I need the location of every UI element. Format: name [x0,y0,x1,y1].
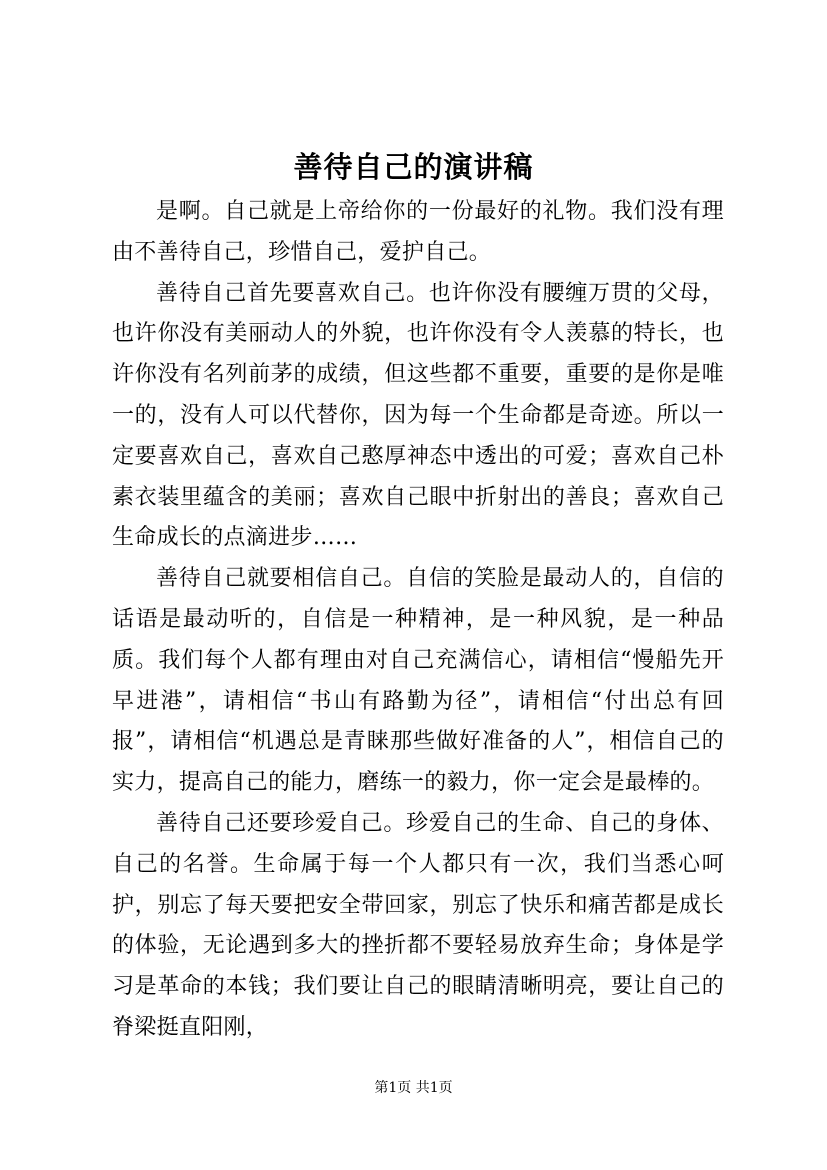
paragraph-3: 善待自己就要相信自己。自信的笑脸是最动人的，自信的话语是最动听的，自信是一种精神，是一种风貌，是一种品质。我们每个人都有理由对自己充满信心，请相信“慢船先开早进港”，请相信“书山有路勤为径”，请相信“付出总有回报”，请相信“机遇总是青睐那些做好准备的人”，相信自己的实力，提高自己的能力，磨练一的毅力，你一定会是最棒的。 [112,566,724,796]
document-body [112,192,724,1049]
paragraph-1: 是啊。自己就是上帝给你的一份最好的礼物。我们没有理由不善待自己，珍惜自己，爱护自己。 [112,199,724,265]
paragraph-4: 善待自己还要珍爱自己。珍爱自己的生命、自己的身体、自己的名誉。生命属于每一个人都只有一次，我们当悉心呵护，别忘了每天要把安全带回家，别忘了快乐和痛苦都是成长的体验，无论遇到多大的挫折都不要轻易放弃生命；身体是学习是革命的本钱；我们要让自己的眼睛清晰明亮，要让自己的脊梁挺直阳刚， [112,810,724,1040]
page-number-footer: 第1页 共1页 [374,1080,453,1096]
document-title: 善待自己的演讲稿 [293,150,534,184]
paragraph-2: 善待自己首先要喜欢自己。也许你没有腰缠万贯的父母，也许你没有美丽动人的外貌，也许你没有令人羡慕的特长，也许你没有名列前茅的成绩，但这些都不重要，重要的是你是唯一的，没有人可以代替你，因为每一个生命都是奇迹。所以一定要喜欢自己，喜欢自己憨厚神态中透出的可爱；喜欢自己朴素衣装里蕴含的美丽；喜欢自己眼中折射出的善良；喜欢自己生命成长的点滴进步…… [112,280,724,551]
